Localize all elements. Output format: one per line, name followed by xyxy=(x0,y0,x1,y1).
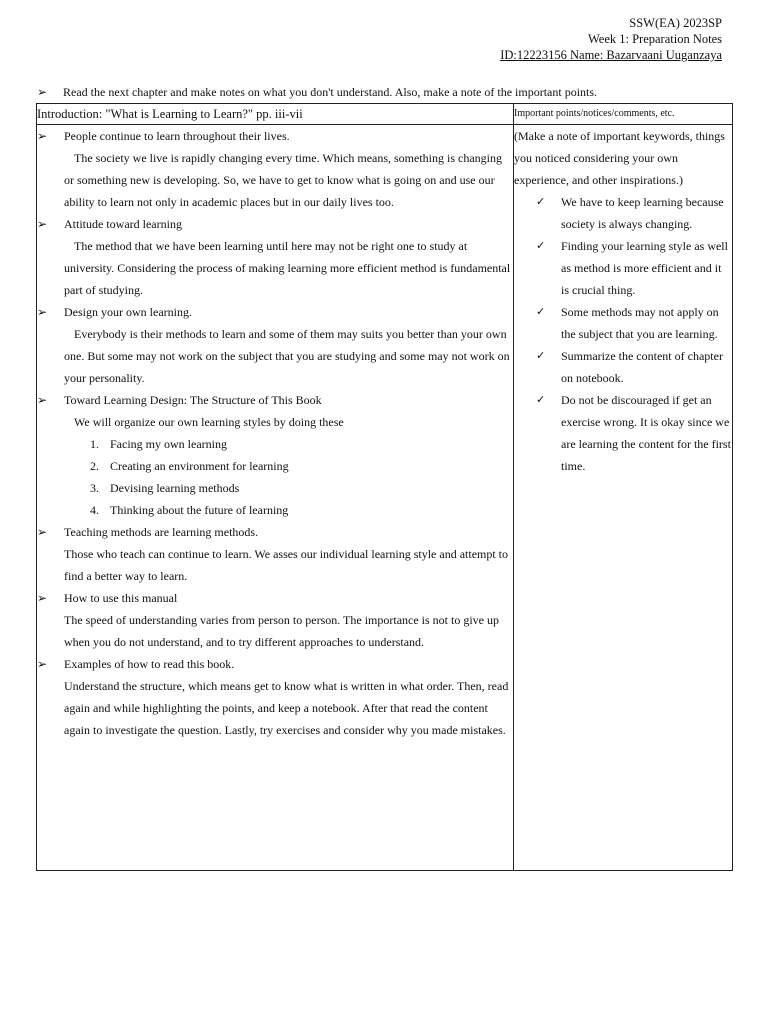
section-heading: ➢ People continue to learn throughout their lives. xyxy=(37,125,513,147)
arrow-bullet-icon: ➢ xyxy=(37,525,48,539)
section-body: Everybody is their methods to learn and some of them may suits you better than your own one. But some may not work on the subject that you are studying and some may not work on your personality. xyxy=(64,327,510,385)
section-heading: ➢ How to use this manual xyxy=(37,587,513,609)
arrow-bullet-icon: ➢ xyxy=(37,217,48,231)
section-heading: ➢ Examples of how to read this book. xyxy=(37,653,513,675)
numbered-item: 1. Facing my own learning xyxy=(90,437,227,451)
arrow-bullet-icon: ➢ xyxy=(37,129,48,143)
numbered-item: 3. Devising learning methods xyxy=(90,481,240,495)
arrow-bullet-icon: ➢ xyxy=(37,305,48,319)
checkmark-icon: ✓ xyxy=(536,239,546,252)
week-title: Week 1: Preparation Notes xyxy=(587,32,722,46)
key-point: ✓ Some methods may not apply on the subject that you are learning. xyxy=(514,301,732,345)
key-point: ✓ Summarize the content of chapter on notebook. xyxy=(514,345,732,389)
section-body: We will organize our own learning styles by doing these xyxy=(74,415,344,429)
key-point: ✓ We have to keep learning because society is always changing. xyxy=(514,191,732,235)
arrow-bullet-icon: ➢ xyxy=(37,591,48,605)
comments-column xyxy=(514,125,733,871)
document-header xyxy=(500,15,722,63)
notes-column xyxy=(37,125,514,871)
checkmark-icon: ✓ xyxy=(536,305,546,318)
section-heading: ➢ Design your own learning. xyxy=(37,301,513,323)
section-heading: ➢ Attitude toward learning xyxy=(37,213,513,235)
notes-table xyxy=(36,103,733,871)
section-body: The speed of understanding varies from person to person. The importance is not to give up when you do not understand, and to try different approaches to understand. xyxy=(64,613,500,649)
key-point: ✓ Do not be discouraged if get an exercise wrong. It is okay since we are learning the content for the first time. xyxy=(514,389,732,477)
checkmark-icon: ✓ xyxy=(536,349,546,362)
section-heading: ➢ Toward Learning Design: The Structure of This Book xyxy=(37,389,513,411)
instruction xyxy=(37,84,597,100)
course-code: SSW(EA) 2023SP xyxy=(629,16,722,30)
section-body: The method that we have been learning until here may not be right one to study at university. Considering the process of making learning more efficient method is fundamental part of studying. xyxy=(64,239,511,297)
section-body: Those who teach can continue to learn. We asses our individual learning style and attempt to find a better way to learn. xyxy=(64,547,509,583)
key-point: ✓ Finding your learning style as well as method is more efficient and it is crucial thing. xyxy=(514,235,732,301)
checkmark-icon: ✓ xyxy=(536,393,546,406)
student-id-name: ID:12223156 Name: Bazarvaani Uuganzaya xyxy=(500,48,722,62)
numbered-item: 2. Creating an environment for learning xyxy=(90,459,289,473)
instruction-text: Read the next chapter and make notes on what you don't understand. Also, make a note of the important points. xyxy=(63,85,598,99)
comments-intro: (Make a note of important keywords, things you noticed considering your own experience, and other inspirations.) xyxy=(514,129,725,187)
arrow-bullet-icon: ➢ xyxy=(37,657,48,671)
arrow-bullet-icon: ➢ xyxy=(37,393,48,407)
section-body: The society we live is rapidly changing every time. Which means, something is changing or something new is developing. So, we have to get to know what is going on and use our ability to learn not only in academic places but in our daily lives too. xyxy=(64,151,503,209)
section-body: Understand the structure, which means get to know what is written in what order. Then, read again and while highlighting the points, and keep a notebook. After that read the content again to investigate the question. Lastly, try exercises and consider why you made mistakes. xyxy=(64,679,509,737)
section-heading: ➢ Teaching methods are learning methods. xyxy=(37,521,513,543)
arrow-bullet-icon: ➢ xyxy=(37,85,48,99)
checkmark-icon: ✓ xyxy=(536,195,546,208)
right-column-header: Important points/notices/comments, etc. xyxy=(514,104,733,125)
numbered-item: 4. Thinking about the future of learning xyxy=(90,503,289,517)
left-column-header: Introduction: "What is Learning to Learn?" pp. iii-vii xyxy=(37,104,514,125)
